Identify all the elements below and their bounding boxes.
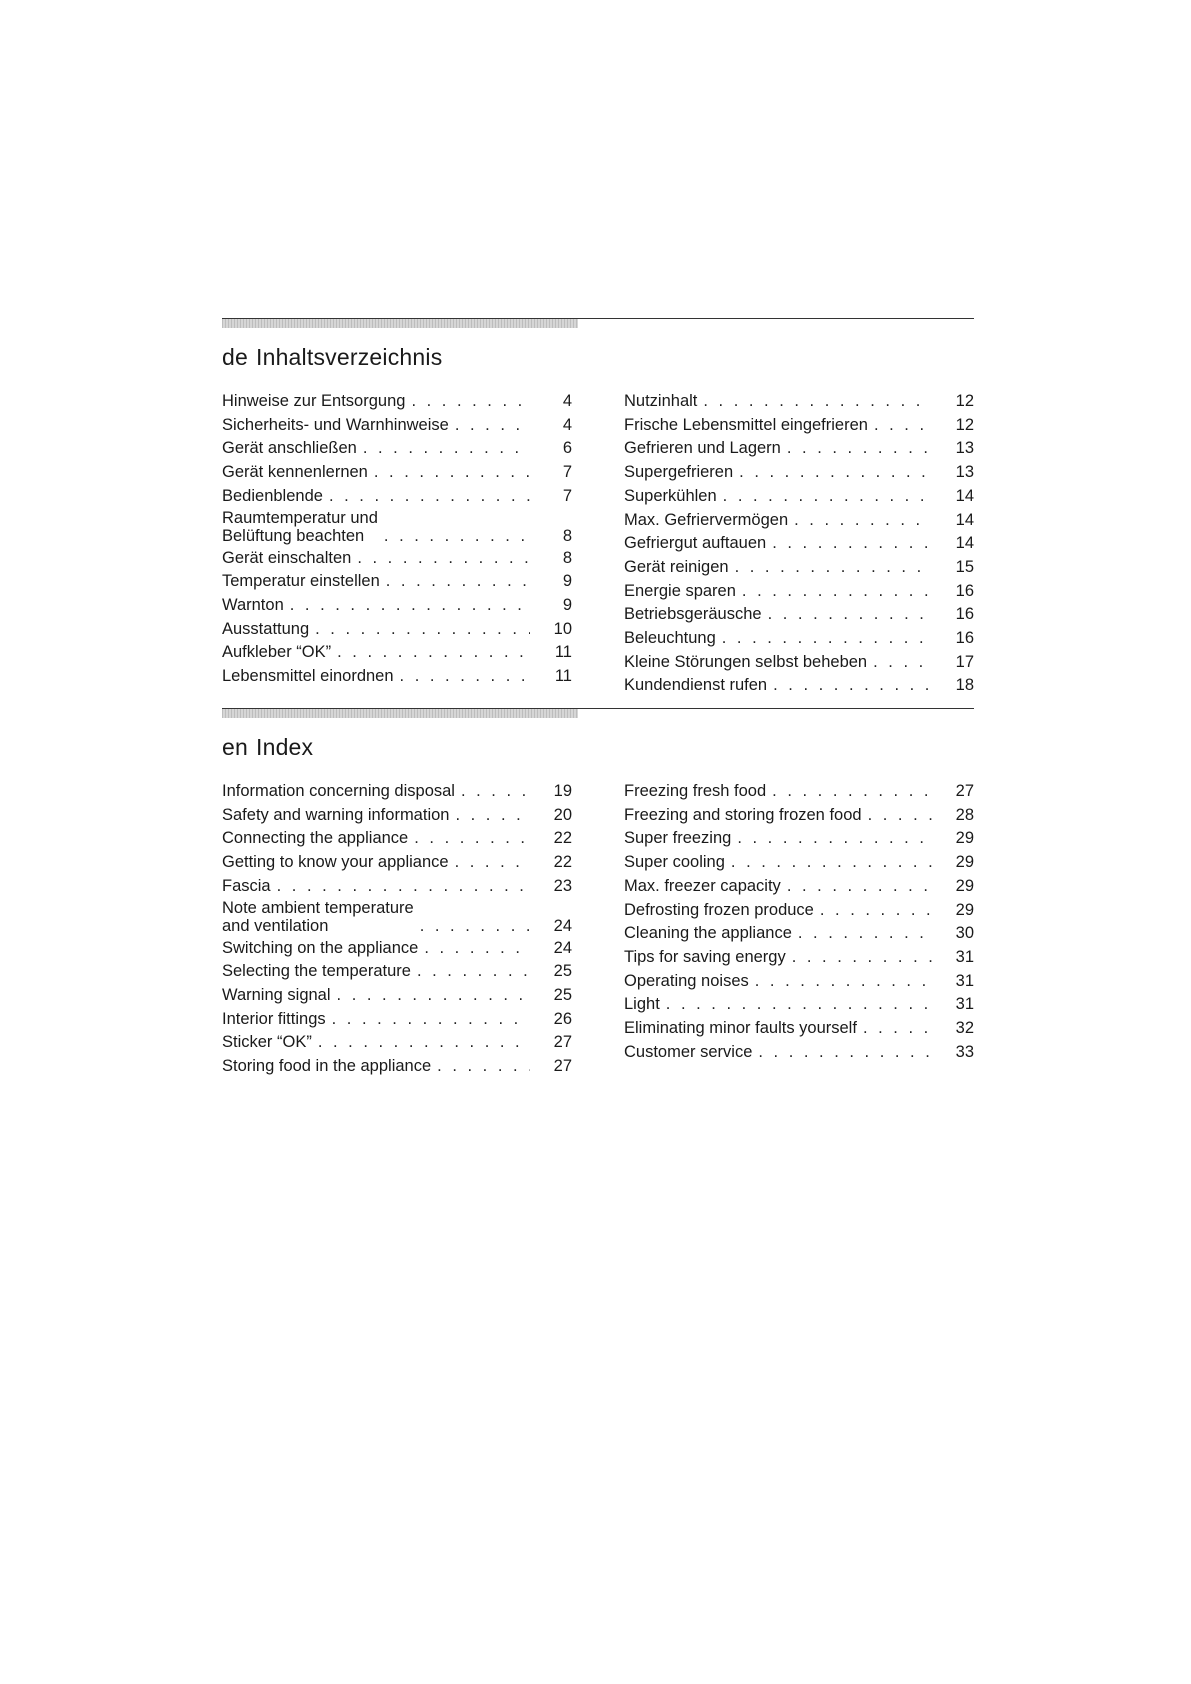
toc-entry[interactable]	[624, 827, 974, 851]
toc-entry[interactable]	[222, 509, 572, 547]
toc-entry-page: 27	[553, 1057, 572, 1076]
toc-entry[interactable]	[624, 461, 974, 485]
toc-entry-page: 33	[955, 1042, 974, 1061]
toc-entry-page: 12	[955, 415, 974, 434]
toc-entry-page: 23	[553, 876, 572, 895]
toc-entry[interactable]	[624, 875, 974, 899]
toc-entry-title: Connecting the appliance	[222, 829, 409, 848]
toc-entry-page: 29	[955, 900, 974, 919]
toc-entry-page: 8	[562, 548, 572, 567]
toc-entry[interactable]	[222, 984, 572, 1008]
toc-entry-title: Freezing fresh food	[624, 782, 767, 800]
toc-entry[interactable]	[222, 875, 572, 899]
toc-entry-title: Kundendienst rufen	[624, 676, 768, 695]
toc-entry-title: Raumtemperatur und Belüftung beachten	[222, 508, 378, 546]
toc-entry-title: Tips for saving energy	[624, 947, 786, 966]
rule-line	[222, 318, 974, 319]
toc-entry-page: 32	[955, 1019, 974, 1038]
toc-entry[interactable]	[222, 461, 572, 485]
toc-entry[interactable]	[624, 970, 974, 994]
toc-entry[interactable]	[222, 594, 572, 618]
toc-entry[interactable]	[624, 1017, 974, 1041]
toc-entry-page: 10	[553, 619, 572, 638]
section-rule	[222, 708, 974, 720]
section-title: Index	[255, 734, 314, 760]
section-rule	[222, 318, 974, 330]
toc-entry[interactable]	[222, 570, 572, 594]
dot-leader	[455, 851, 530, 875]
toc-column-left	[222, 780, 572, 1079]
dot-leader	[363, 437, 530, 461]
dot-leader	[723, 485, 932, 509]
toc-entry-page: 11	[554, 643, 572, 662]
toc-entry-title: Gefrieren und Lagern	[624, 439, 781, 458]
dot-leader	[873, 651, 932, 675]
toc-entry-title: Light	[624, 995, 660, 1014]
rule-shading	[222, 708, 578, 718]
dot-leader	[739, 461, 932, 485]
dot-leader	[772, 532, 932, 556]
toc-entry[interactable]	[624, 603, 974, 627]
toc-entry-page: 6	[562, 439, 572, 458]
toc-entry[interactable]	[222, 665, 572, 689]
toc-entry-title: Max. Gefriervermögen	[624, 510, 789, 529]
toc-entry-title: Energie sparen	[624, 581, 736, 600]
toc-columns	[222, 780, 974, 1079]
toc-entry[interactable]	[624, 1041, 974, 1065]
toc-entry[interactable]	[624, 674, 974, 698]
toc-entry-title: Betriebsgeräusche	[624, 605, 762, 624]
toc-entry[interactable]	[624, 485, 974, 509]
toc-entry[interactable]	[222, 437, 572, 461]
toc-entry-page: 4	[562, 392, 572, 410]
toc-entry[interactable]	[624, 899, 974, 923]
toc-entry-title: Storing food in the appliance	[222, 1057, 432, 1076]
toc-entry[interactable]	[624, 390, 974, 414]
language-code: en	[222, 734, 248, 760]
toc-columns	[222, 390, 974, 698]
toc-entry-page: 9	[562, 595, 572, 614]
toc-entry-title: Gerät reinigen	[624, 557, 729, 576]
toc-entry-title: Customer service	[624, 1042, 753, 1061]
rule-shading	[222, 318, 578, 328]
dot-leader	[332, 1008, 530, 1032]
dot-leader	[318, 1031, 530, 1055]
section-heading	[222, 734, 974, 761]
toc-entry[interactable]	[624, 851, 974, 875]
toc-entry-page: 14	[955, 510, 974, 529]
dot-leader	[792, 946, 932, 970]
dot-leader	[787, 875, 932, 899]
toc-entry[interactable]	[624, 651, 974, 675]
toc-entry-page: 27	[553, 1033, 572, 1052]
toc-entry[interactable]	[222, 618, 572, 642]
toc-entry-page: 7	[562, 463, 572, 482]
dot-leader	[742, 580, 932, 604]
toc-entry[interactable]	[222, 390, 572, 414]
dot-leader	[772, 780, 932, 804]
toc-section-de	[222, 318, 974, 698]
toc-entry[interactable]	[624, 922, 974, 946]
dot-leader	[290, 594, 530, 618]
dot-leader	[400, 665, 530, 689]
toc-entry-page: 18	[955, 676, 974, 695]
rule-line	[222, 708, 974, 709]
toc-entry-title: Gerät kennenlernen	[222, 463, 368, 482]
dot-leader	[424, 937, 530, 961]
toc-entry-title: Defrosting frozen produce	[624, 900, 814, 919]
dot-leader	[277, 875, 530, 899]
toc-entry-title: Frische Lebensmittel eingefrieren	[624, 415, 868, 434]
toc-entry-page: 4	[562, 415, 572, 434]
toc-entry-title: Freezing and storing frozen food	[624, 805, 862, 824]
toc-entry-page: 29	[955, 829, 974, 848]
toc-entry-title: Lebensmittel einordnen	[222, 667, 394, 686]
toc-entry-title: Switching on the appliance	[222, 938, 419, 957]
toc-entry-title: Superkühlen	[624, 486, 717, 505]
toc-entry-title: Selecting the temperature	[222, 962, 411, 981]
toc-entry[interactable]	[222, 1055, 572, 1079]
toc-entry[interactable]	[222, 851, 572, 875]
toc-entry[interactable]	[624, 804, 974, 828]
toc-section-en	[222, 708, 974, 1079]
dot-leader	[357, 547, 530, 571]
toc-entry-title: Max. freezer capacity	[624, 876, 781, 895]
toc-entry-page: 24	[553, 917, 572, 936]
toc-entry-title: Safety and warning information	[222, 805, 450, 824]
toc-entry-page: 15	[955, 557, 974, 576]
toc-entry[interactable]	[222, 899, 572, 937]
toc-entry-title: Eliminating minor faults yourself	[624, 1019, 857, 1038]
toc-column-right	[624, 390, 974, 698]
toc-column-left	[222, 390, 572, 698]
dot-leader	[666, 993, 932, 1017]
language-code: de	[222, 344, 248, 370]
toc-entry-page: 31	[955, 995, 974, 1014]
toc-entry-page: 16	[955, 629, 974, 648]
toc-entry-page: 29	[955, 853, 974, 872]
toc-entry-title: Beleuchtung	[624, 629, 716, 648]
dot-leader	[868, 804, 932, 828]
dot-leader	[386, 570, 530, 594]
toc-entry-page: 22	[553, 853, 572, 872]
dot-leader	[315, 618, 530, 642]
toc-entry-page: 25	[553, 985, 572, 1004]
dot-leader	[863, 1017, 932, 1041]
dot-leader	[874, 414, 932, 438]
dot-leader	[703, 390, 932, 414]
dot-leader	[414, 827, 530, 851]
toc-entry[interactable]	[222, 827, 572, 851]
toc-entry-page: 8	[562, 527, 572, 546]
dot-leader	[455, 414, 530, 438]
toc-entry-title: Fascia	[222, 876, 271, 895]
toc-entry-title: Hinweise zur Entsorgung	[222, 392, 406, 410]
toc-entry-page: 24	[553, 938, 572, 957]
toc-entry-title: Nutzinhalt	[624, 392, 698, 410]
toc-entry-page: 14	[955, 534, 974, 553]
toc-entry-page: 20	[553, 805, 572, 824]
toc-entry-title: Warning signal	[222, 985, 331, 1004]
dot-leader	[768, 603, 932, 627]
dot-leader	[329, 485, 530, 509]
dot-leader	[758, 1041, 932, 1065]
toc-entry[interactable]	[222, 937, 572, 961]
dot-leader	[337, 984, 530, 1008]
toc-entry-title: Super freezing	[624, 829, 732, 848]
dot-leader	[455, 804, 530, 828]
dot-leader	[384, 527, 530, 546]
toc-entry-page: 29	[955, 876, 974, 895]
toc-entry-title: Gerät einschalten	[222, 548, 352, 567]
toc-entry[interactable]	[624, 780, 974, 804]
dot-leader	[731, 851, 932, 875]
dot-leader	[722, 627, 932, 651]
toc-entry-page: 16	[955, 605, 974, 624]
toc-entry-title: Interior fittings	[222, 1009, 326, 1028]
toc-entry-title: Cleaning the appliance	[624, 924, 792, 943]
toc-entry-title: Information concerning disposal	[222, 782, 455, 800]
toc-entry-title: Aufkleber “OK”	[222, 643, 332, 662]
dot-leader	[411, 390, 530, 414]
toc-column-right	[624, 780, 974, 1079]
toc-entry-title: Operating noises	[624, 971, 749, 990]
section-heading	[222, 344, 974, 371]
toc-entry-page: 7	[562, 486, 572, 505]
dot-leader	[787, 437, 932, 461]
toc-entry[interactable]	[624, 437, 974, 461]
toc-entry[interactable]	[624, 580, 974, 604]
dot-leader	[737, 827, 932, 851]
toc-entry-title: Temperatur einstellen	[222, 572, 380, 591]
dot-leader	[461, 780, 530, 804]
toc-entry-page: 31	[955, 971, 974, 990]
toc-entry-title: Sicherheits- und Warnhinweise	[222, 415, 449, 434]
toc-entry-title: Note ambient temperature and ventilation	[222, 898, 414, 936]
toc-entry[interactable]	[222, 780, 572, 804]
toc-entry-page: 26	[553, 1009, 572, 1028]
dot-leader	[735, 556, 932, 580]
toc-entry[interactable]	[222, 485, 572, 509]
dot-leader	[820, 899, 932, 923]
dot-leader	[798, 922, 932, 946]
toc-entry-title: Getting to know your appliance	[222, 853, 449, 872]
dot-leader	[794, 509, 932, 533]
dot-leader	[773, 674, 932, 698]
dot-leader	[437, 1055, 530, 1079]
toc-entry[interactable]	[222, 414, 572, 438]
toc-entry[interactable]	[624, 627, 974, 651]
toc-entry[interactable]	[222, 547, 572, 571]
toc-entry-title: Super cooling	[624, 853, 725, 872]
toc-entry-page: 22	[553, 829, 572, 848]
toc-entry-title: Kleine Störungen selbst beheben	[624, 652, 868, 671]
toc-entry[interactable]	[624, 509, 974, 533]
toc-entry[interactable]	[624, 993, 974, 1017]
toc-entry[interactable]	[222, 804, 572, 828]
dot-leader	[337, 641, 530, 665]
toc-entry[interactable]	[222, 1031, 572, 1055]
dot-leader	[420, 917, 530, 936]
toc-entry[interactable]	[222, 641, 572, 665]
toc-entry-title: Gefriergut auftauen	[624, 534, 767, 553]
toc-entry-page: 11	[554, 667, 572, 686]
toc-entry-page: 13	[955, 463, 974, 482]
toc-entry-title: Supergefrieren	[624, 463, 734, 482]
toc-entry[interactable]	[624, 532, 974, 556]
toc-entry-page: 13	[955, 439, 974, 458]
toc-entry-page: 16	[955, 581, 974, 600]
toc-entry-title: Bedienblende	[222, 486, 323, 505]
toc-entry-page: 9	[562, 572, 572, 591]
dot-leader	[755, 970, 932, 994]
toc-entry[interactable]	[222, 1008, 572, 1032]
toc-entry-title: Sticker “OK”	[222, 1033, 312, 1052]
toc-entry-page: 31	[955, 947, 974, 966]
dot-leader	[374, 461, 530, 485]
toc-entry-page: 17	[955, 652, 974, 671]
toc-entry-page: 25	[553, 962, 572, 981]
toc-entry-page: 19	[553, 782, 572, 800]
toc-entry-title: Ausstattung	[222, 619, 310, 638]
toc-entry-title: Gerät anschließen	[222, 439, 357, 458]
toc-entry[interactable]	[624, 946, 974, 970]
section-title: Inhaltsverzeichnis	[255, 344, 443, 370]
toc-entry[interactable]	[624, 414, 974, 438]
toc-entry[interactable]	[624, 556, 974, 580]
dot-leader	[417, 960, 530, 984]
toc-entry[interactable]	[222, 960, 572, 984]
toc-entry-page: 30	[955, 924, 974, 943]
toc-entry-page: 27	[955, 782, 974, 800]
toc-entry-page: 14	[955, 486, 974, 505]
toc-entry-title: Warnton	[222, 595, 284, 614]
toc-entry-page: 12	[955, 392, 974, 410]
toc-entry-page: 28	[955, 805, 974, 824]
